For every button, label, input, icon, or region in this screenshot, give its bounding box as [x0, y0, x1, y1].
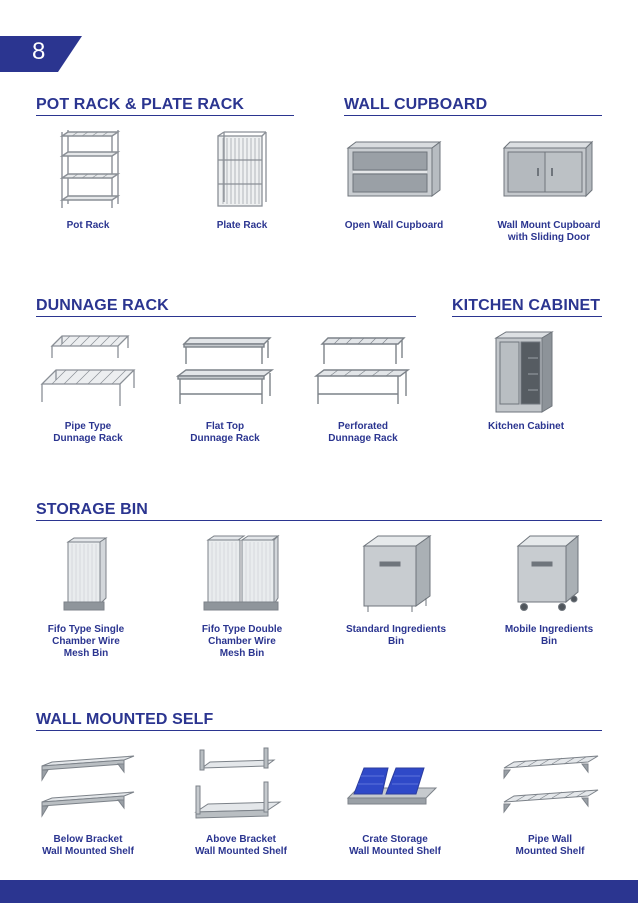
section-rule [36, 316, 416, 317]
product-label-line: Fifo Type Single [47, 624, 125, 635]
product-label [33, 834, 143, 858]
standard-ingredients-bin-icon [360, 534, 434, 614]
product-label-line: Mesh Bin [219, 648, 265, 659]
product-label-line: Crate Storage [362, 834, 428, 845]
product-label [38, 421, 138, 445]
flat-top-dunnage-rack-icon [174, 334, 276, 408]
kitchen-cabinet-icon [492, 330, 560, 414]
perforated-dunnage-rack-icon [312, 334, 414, 408]
product-label-line: Chamber Wire [52, 636, 120, 647]
above-bracket-shelf-icon [192, 744, 284, 822]
product-label: Kitchen Cabinet [487, 421, 565, 432]
product-label-line: Bin [387, 636, 405, 647]
product-label-line: Dunnage Rack [328, 433, 398, 444]
product-label-line: Wall Mounted Shelf [42, 846, 134, 857]
product-label-line: Pipe Type [64, 421, 112, 432]
plate-rack-icon [212, 130, 272, 210]
product-label-line: Dunnage Rack [53, 433, 123, 444]
section-title-dunnage-rack: DUNNAGE RACK [36, 297, 169, 314]
section-rule [36, 730, 602, 731]
product-label-line: Wall Mount Cupboard [497, 220, 601, 231]
section-title-kitchen-cabinet: KITCHEN CABINET [452, 297, 601, 314]
product-label [192, 624, 292, 660]
pot-rack-icon [52, 128, 124, 210]
footer-bar [0, 880, 638, 903]
below-bracket-shelf-icon [38, 750, 140, 818]
page-number: 8 [32, 38, 46, 65]
product-label-line: Pipe Wall [527, 834, 573, 845]
product-label: Plate Rack [216, 220, 268, 231]
product-label [336, 624, 456, 648]
product-label-line: Dunnage Rack [190, 433, 260, 444]
product-label [313, 421, 413, 445]
product-label-line: Mounted Shelf [515, 846, 585, 857]
mobile-ingredients-bin-icon [514, 534, 584, 614]
product-label-line: Above Bracket [205, 834, 277, 845]
section-title-pot-plate-rack: POT RACK & PLATE RACK [36, 96, 245, 113]
product-label [186, 834, 296, 858]
section-rule [452, 316, 602, 317]
product-label [489, 624, 609, 648]
product-label [340, 834, 450, 858]
product-label-line: Mobile Ingredients [504, 624, 594, 635]
product-label: Open Wall Cupboard [344, 220, 444, 231]
product-label-line: Perforated [337, 421, 388, 432]
product-label-line: with Sliding Door [507, 232, 591, 243]
section-rule [36, 520, 602, 521]
double-mesh-bin-icon [202, 534, 282, 614]
product-label-line: Flat Top [205, 421, 245, 432]
product-label-line: Wall Mounted Shelf [195, 846, 287, 857]
product-label-line: Wall Mounted Shelf [349, 846, 441, 857]
crate-storage-shelf-icon [346, 758, 438, 810]
product-label-line: Chamber Wire [208, 636, 276, 647]
product-label [484, 220, 614, 244]
pipe-wall-shelf-icon [500, 752, 602, 816]
section-title-wall-cupboard: WALL CUPBOARD [344, 96, 488, 113]
sliding-door-cupboard-icon [500, 138, 596, 200]
product-label: Pot Rack [66, 220, 110, 231]
product-label-line: Mesh Bin [63, 648, 109, 659]
section-rule [36, 115, 294, 116]
single-mesh-bin-icon [60, 536, 112, 614]
open-wall-cupboard-icon [344, 138, 444, 200]
product-label-line: Standard Ingredients [345, 624, 446, 635]
product-label-line: Fifo Type Double [201, 624, 283, 635]
section-rule [344, 115, 602, 116]
product-label [495, 834, 605, 858]
section-title-storage-bin: STORAGE BIN [36, 501, 148, 518]
product-label [36, 624, 136, 660]
product-label-line: Below Bracket [53, 834, 123, 845]
product-label [175, 421, 275, 445]
product-label-line: Bin [540, 636, 558, 647]
pipe-dunnage-rack-icon [38, 332, 138, 414]
section-title-wall-mounted-shelf: WALL MOUNTED SELF [36, 711, 214, 728]
